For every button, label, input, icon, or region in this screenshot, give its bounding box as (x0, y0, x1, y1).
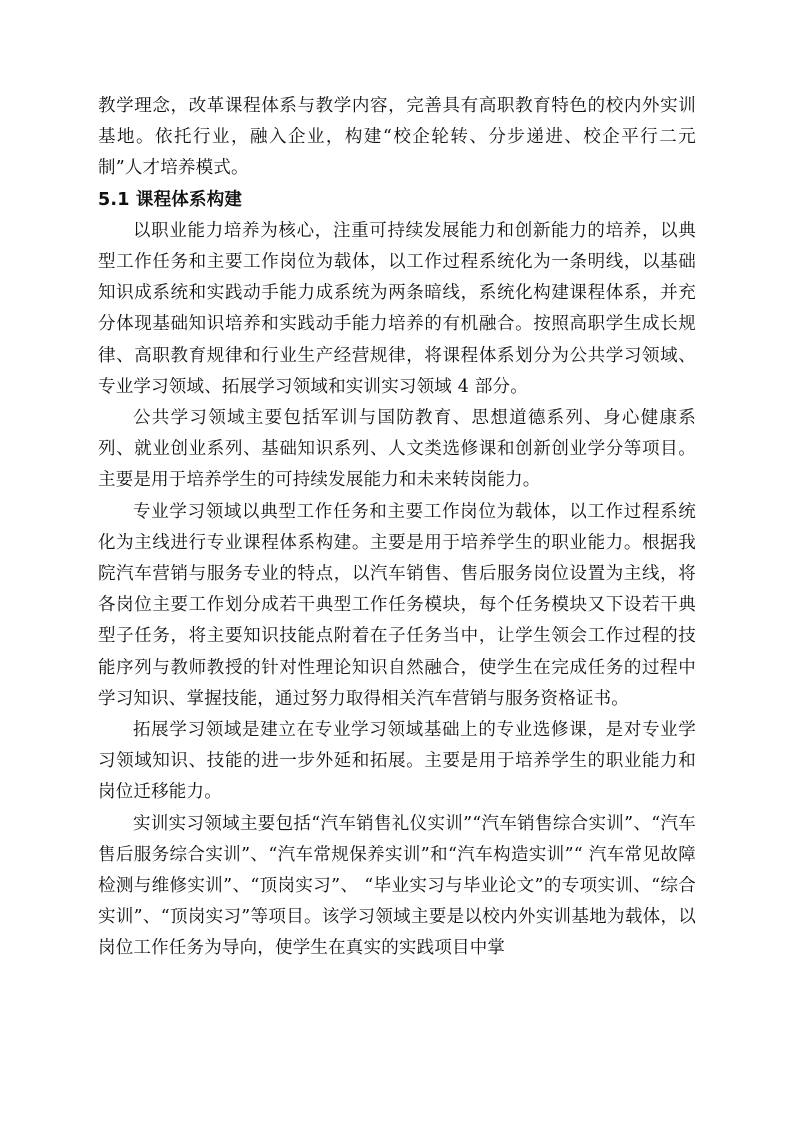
paragraph-practical-training: 实训实习领域主要包括“汽车销售礼仪实训”“汽车销售综合实训”、“汽车售后服务综合实训”、“汽车常规保养实训”和“汽车构造实训”“ 汽车常见故障检测与维修实训”、“顶岗实习”、 “毕业实习与毕业论文”的专项实训、“综合实训”、“顶岗实习”等项目。该学习领域主要是以校内外实训基地为载体，以岗位工作任务为导向，使学生在真实的实践项目中掌 (98, 813, 696, 959)
paragraph-professional-learning: 专业学习领域以典型工作任务和主要工作岗位为载体，以工作过程系统化为主线进行专业课程体系构建。主要是用于培养学生的职业能力。根据我院汽车营销与服务专业的特点，以汽车销售、售后服务岗位设置为主线，将各岗位主要工作划分成若干典型工作任务模块，每个任务模块又下设若干典型子任务，将主要知识技能点附着在子任务当中，让学生领会工作过程的技能序列与教师教授的针对性理论知识自然融合，使学生在完成任务的过程中学习知识、掌握技能，通过努力取得相关汽车营销与服务资格证书。 (98, 501, 696, 709)
paragraph-extended-learning: 拓展学习领域是建立在专业学习领域基础上的专业选修课，是对专业学习领域知识、技能的进一步外延和拓展。主要是用于培养学生的职业能力和岗位迁移能力。 (98, 720, 696, 803)
intro-paragraph: 教学理念，改革课程体系与教学内容，完善具有高职教育特色的校内外实训基地。依托行业，融入企业，构建“校企轮转、分步递进、校企平行二元制”人才培养模式。 (98, 96, 696, 179)
section-heading: 5.1 课程体系构建 (98, 189, 243, 210)
paragraph-course-system: 以职业能力培养为核心，注重可持续发展能力和创新能力的培养，以典型工作任务和主要工作岗位为载体，以工作过程系统化为一条明线，以基础知识成系统和实践动手能力成系统为两条暗线，系统化构建课程体系，并充分体现基础知识培养和实践动手能力培养的有机融合。按照高职学生成长规律、高职教育规律和行业生产经营规律，将课程体系划分为公共学习领域、专业学习领域、拓展学习领域和实训实习领域 4 部分。 (98, 220, 696, 397)
paragraph-public-learning: 公共学习领域主要包括军训与国防教育、思想道德系列、身心健康系列、就业创业系列、基础知识系列、人文类选修课和创新创业学分等项目。主要是用于培养学生的可持续发展能力和未来转岗能力。 (98, 408, 696, 491)
document-page (98, 91, 696, 965)
